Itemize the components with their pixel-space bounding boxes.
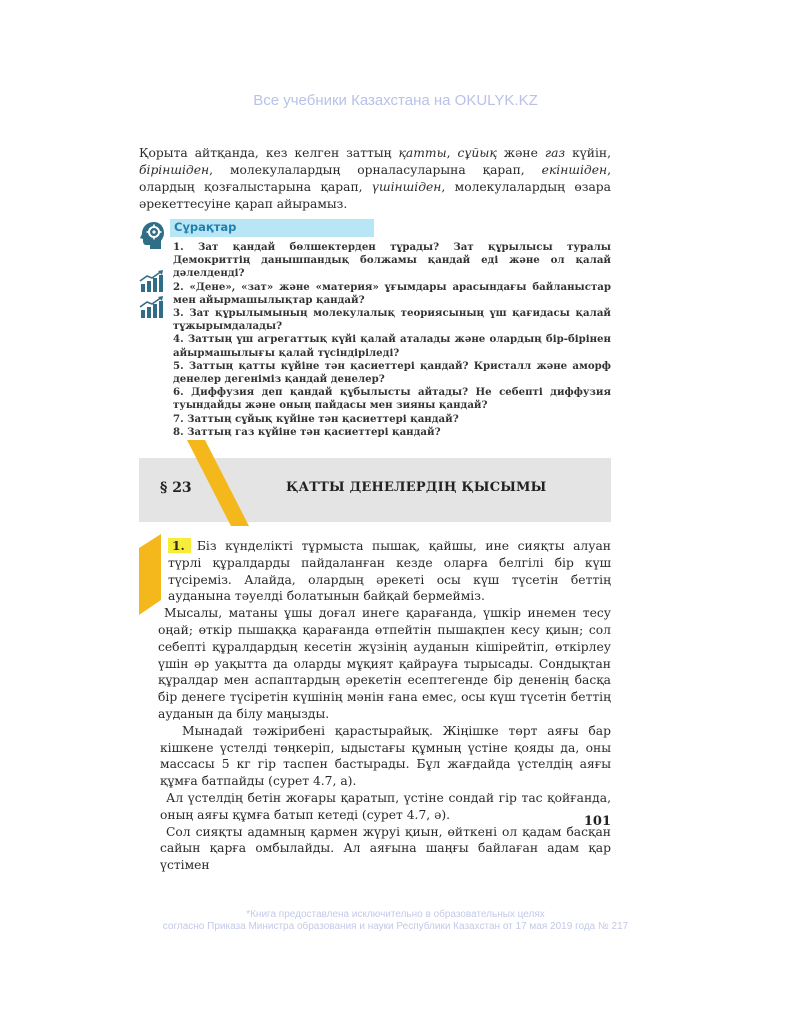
growth-chart-icon [139,270,165,292]
head-gear-icon [139,220,165,250]
questions-title: Сұрақтар [174,220,237,234]
growth-chart-icon [139,296,165,318]
watermark: Все учебники Казахстана на OKULYK.KZ [253,92,538,109]
page-number: 101 [583,814,611,829]
list-item: 5. Заттың қатты күйіне тән қасиеттері қандай? Кристалл және аморф денелер дегеніміз қандай денелер? [173,359,611,386]
body-text [160,538,611,874]
footer-line: *Книга предоставлена исключительно в образовательных целях [246,909,545,920]
list-item: 2. «Дене», «зат» және «материя» ұғымдары арасындағы байланыстар мен айырмашылықтар қандай? [173,280,611,306]
section-title: ҚАТТЫ ДЕНЕЛЕРДІҢ ҚЫСЫМЫ [286,480,547,495]
section-number: § 23 [160,480,192,496]
paragraph: Сол сияқты адамның қармен жүруі қиын, өйткені ол қадам басқан сайын қарға омбылайды. Ал аяғына шаңғы байлаған адам қар үстімен [160,824,611,873]
list-item: 7. Заттың сұйық күйіне тән қасиеттері қандай? [173,412,459,425]
footer-notice [0,909,791,933]
list-item: 4. Заттың үш агрегаттық күйі қалай аталады және олардың бір-бірінен айырмашылығы қалай түсіндіріледі? [173,333,611,359]
list-item: 6. Диффузия деп қандай құбылысты айтады? Не себепті диффузия туындайды және оның пайдасы мен зияны қандай? [173,386,611,412]
paragraph: 1. Біз күнделікті тұрмыста пышақ, қайшы, ине сияқты алуан түрлі құралдарды пайдаланған кезде оларға белгілі бір күш түсіреміз. Алайда, олардың әрекеті осы күш түсетін беттің ауданына тәуелді болатынын байқай бермейміз. [168,538,611,604]
paragraph: Мысалы, матаны ұшы доғал инеге қарағанда, үшкір инемен тесу оңай; өткір пышаққа қарағанда өтпейтін пышақпен кесу қиын; сол себепті құралдардың кесетін жүзінің ауданын кішірейтіп, өткірлеу үшін әр уақытта да оларды мұқият қайрауға тырысады. Сондықтан құралдар мен аспаптардың әрекетін есептегенде бір дененің басқа бір денеге түсіретін күшінің мәнін ғана емес, осы күш түсетін беттің ауданын да білу маңызды. [158,606,611,721]
paragraph: Мынадай тәжірибені қарастырайық. Жіңішке төрт аяғы бар кішкене үстелді төңкеріп, ыдыстағы құмның үстіне қояды да, оны массасы 5 кг гір таспен бастырады. Бұл жағдайда үстелдің аяғы құмға батпайды (сурет 4.7, а). [160,723,611,789]
list-item: 3. Зат құрылымының молекулалық теориясының үш қағидасы қалай тұжырымдалады? [173,307,611,333]
intro-paragraph: Қорыта айтқанда, кез келген заттың қатты, сұйық және газ күйін, біріншіден, молекулалардың орналасуларына қарап, екіншіден, олардың қозғалыстарына қарап, үшіншіден, молекулалардың өзара әрекеттесуіне қарап айырамыз. [139,146,611,211]
list-item: 1. Зат қандай бөлшектерден тұрады? Зат құрылысы туралы Демокриттің данышпандық болжамы қандай еді және ол қалай дәлелденді? [173,241,611,280]
paragraph: Ал үстелдің бетін жоғары қаратып, үстіне сондай гір тас қойғанда, оның аяғы құмға батып кетеді (сурет 4.7, ә). [160,790,611,822]
questions-list [173,241,611,439]
list-item: 8. Заттың газ күйіне тән қасиеттері қандай? [173,425,441,438]
footer-line: согласно Приказа Министра образования и науки Республики Казахстан от 17 мая 2019 года № 217 [162,921,629,932]
paragraph-number: 1. [168,538,191,553]
